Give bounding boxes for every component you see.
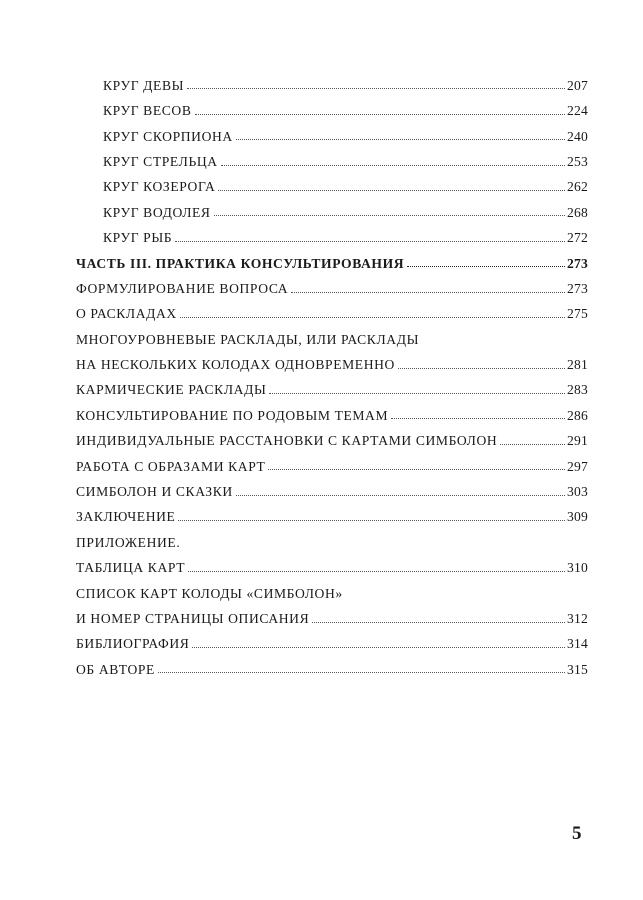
toc-entry-title: ИНДИВИДУАЛЬНЫЕ РАССТАНОВКИ С КАРТАМИ СИМБОЛОН — [76, 433, 498, 449]
dot-leader — [391, 418, 565, 419]
toc-entry — [76, 249, 588, 274]
toc-entry-page-number: 303 — [567, 484, 588, 500]
toc-entry-title: КРУГ ВЕСОВ — [103, 103, 192, 119]
toc-entry-page-number: 312 — [567, 611, 588, 626]
toc-entry-page-number: 224 — [567, 103, 588, 119]
dot-leader — [221, 165, 565, 166]
toc-entry-title: И НОМЕР СТРАНИЦЫ ОПИСАНИЯ — [76, 611, 310, 626]
dot-leader — [291, 292, 565, 293]
toc-entry-title: КРУГ КОЗЕРОГА — [103, 179, 216, 195]
toc-entry-title: ЧАСТЬ III. ПРАКТИКА КОНСУЛЬТИРОВАНИЯ — [76, 255, 405, 271]
toc-entry-page-number: 281 — [567, 357, 588, 373]
toc-entry — [76, 274, 588, 299]
toc-entry-title: КРУГ ДЕВЫ — [103, 77, 185, 93]
dot-leader — [192, 647, 565, 648]
toc-entry — [76, 426, 588, 451]
dot-leader — [500, 444, 565, 445]
toc-entry-title: ОБ АВТОРЕ — [76, 661, 155, 677]
toc-entry-title: КОНСУЛЬТИРОВАНИЕ ПО РОДОВЫМ ТЕМАМ — [76, 407, 389, 423]
dot-leader — [175, 241, 565, 242]
dot-leader — [188, 571, 565, 572]
toc-entry — [76, 630, 588, 655]
toc-entry — [76, 503, 588, 528]
toc-entry-page-number: 273 — [567, 255, 588, 271]
toc-entry-page-number: 240 — [567, 128, 588, 144]
toc-entry-title: ПРИЛОЖЕНИЕ. — [76, 534, 181, 550]
toc-entry — [76, 401, 588, 426]
toc-entry — [76, 300, 588, 325]
toc-entry-page-number: 207 — [567, 77, 588, 93]
toc-entry-page-number: 315 — [567, 661, 588, 677]
dot-leader — [180, 317, 565, 318]
toc-entry-title: СИМБОЛОН И СКАЗКИ — [76, 484, 233, 500]
toc-entry-page-number: 268 — [567, 204, 588, 220]
page-number: 5 — [572, 823, 582, 844]
toc-entry-title: СПИСОК КАРТ КОЛОДЫ «СИМБОЛОН» — [76, 585, 343, 601]
toc-entry — [76, 198, 588, 223]
toc-entry-page-number: 291 — [567, 433, 588, 449]
toc-entry — [76, 604, 588, 629]
toc-entry-title: КРУГ РЫБ — [103, 230, 173, 246]
toc-entry-page-number: 262 — [567, 179, 588, 195]
toc-entry-title: ФОРМУЛИРОВАНИЕ ВОПРОСА — [76, 280, 289, 296]
toc-entry-page-number: 253 — [567, 153, 588, 169]
dot-leader — [187, 88, 565, 89]
toc-entry-page-number: 310 — [567, 560, 588, 576]
toc-entry-page-number: 309 — [567, 509, 588, 525]
toc-entry-title: КРУГ ВОДОЛЕЯ — [103, 204, 211, 220]
toc-entry — [76, 223, 588, 248]
toc-entry-title: КАРМИЧЕСКИЕ РАСКЛАДЫ — [76, 382, 267, 398]
dot-leader — [269, 393, 565, 394]
toc-entry — [76, 173, 588, 198]
toc-entry-page-number: 273 — [567, 280, 588, 296]
toc-entry — [76, 325, 588, 350]
toc-entry-page-number: 297 — [567, 458, 588, 474]
dot-leader — [398, 368, 565, 369]
toc-entry-title: МНОГОУРОВНЕВЫЕ РАСКЛАДЫ, ИЛИ РАСКЛАДЫ — [76, 331, 420, 347]
dot-leader — [195, 114, 566, 115]
toc-entry-title: ЗАКЛЮЧЕНИЕ — [76, 509, 176, 525]
dot-leader — [268, 469, 565, 470]
toc-entry-page-number: 286 — [567, 407, 588, 423]
toc-entry-title: О РАСКЛАДАХ — [76, 306, 177, 322]
toc-entry-title: РАБОТА С ОБРАЗАМИ КАРТ — [76, 458, 266, 474]
toc-entry-page-number: 283 — [567, 382, 588, 398]
toc-entry-title: КРУГ СКОРПИОНА — [103, 128, 233, 144]
dot-leader — [236, 495, 565, 496]
dot-leader — [236, 139, 565, 140]
toc-entry-title: ТАБЛИЦА КАРТ — [76, 560, 186, 576]
toc-entry-title: КРУГ СТРЕЛЬЦА — [103, 153, 218, 169]
toc-entry — [76, 96, 588, 121]
dot-leader — [407, 266, 565, 267]
toc-entry — [76, 147, 588, 172]
toc-entry-title: БИБЛИОГРАФИЯ — [76, 636, 190, 652]
toc-entry — [76, 553, 588, 578]
toc-entry — [76, 655, 588, 680]
toc-entry — [76, 350, 588, 375]
toc-entry-page-number: 272 — [567, 230, 588, 246]
toc-entry — [76, 376, 588, 401]
dot-leader — [312, 622, 565, 623]
toc-entry-page-number: 275 — [567, 306, 588, 322]
toc-entry — [76, 579, 588, 604]
dot-leader — [178, 520, 565, 521]
dot-leader — [218, 190, 565, 191]
toc-entry — [76, 122, 588, 147]
toc-entry — [76, 477, 588, 502]
toc-entry-page-number: 314 — [567, 636, 588, 652]
toc-entry-title: НА НЕСКОЛЬКИХ КОЛОДАХ ОДНОВРЕМЕННО — [76, 357, 395, 373]
toc-entry — [76, 71, 588, 96]
dot-leader — [214, 215, 565, 216]
table-of-contents — [76, 71, 588, 680]
dot-leader — [158, 672, 565, 673]
toc-entry — [76, 452, 588, 477]
toc-entry — [76, 528, 588, 553]
